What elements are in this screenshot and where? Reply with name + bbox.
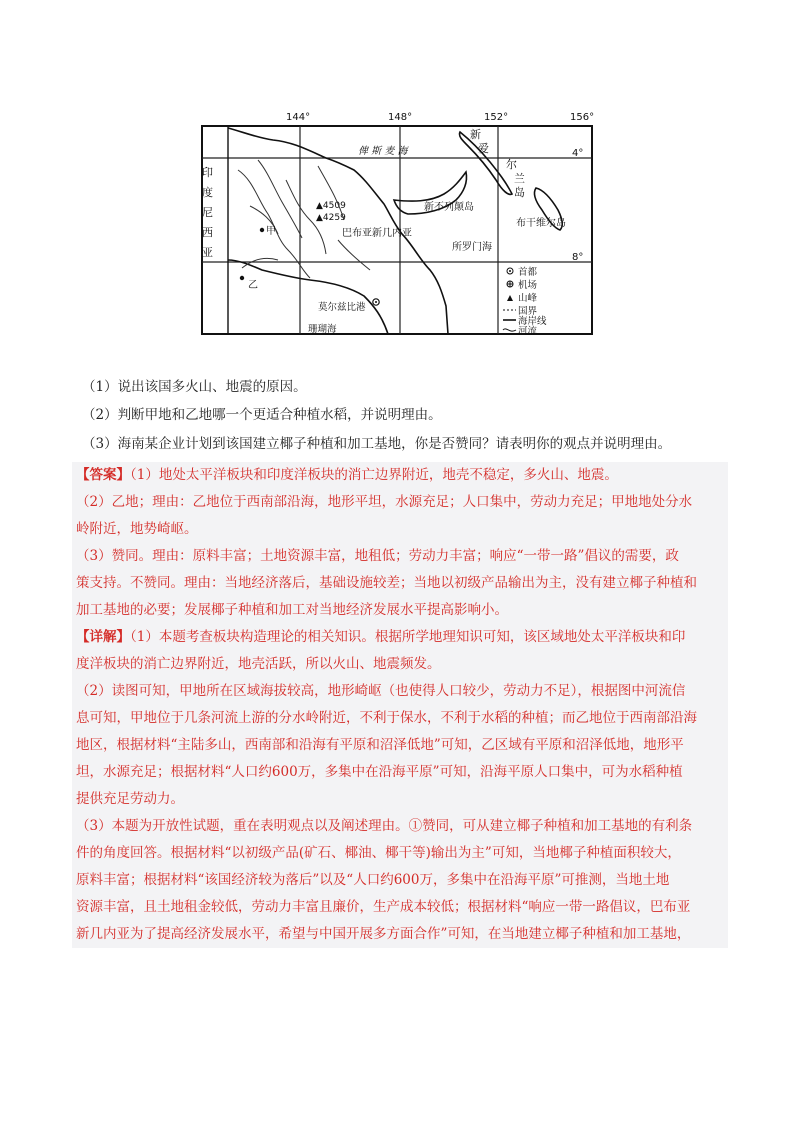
legend-airport: 机场: [518, 280, 538, 291]
lat-label: 4°: [572, 148, 584, 159]
detail-tag: 【详解】: [76, 629, 130, 645]
legend-peak: 山峰: [518, 293, 538, 304]
detail-line: 坦，水源充足；根据材料“人口约600万，多集中在沿海平原”可知，沿海平原人口集中，可为水稻种植: [76, 764, 683, 780]
question-3: （3）海南某企业计划到该国建立椰子种植和加工基地，你是否赞同？请表明你的观点并说明理由。: [82, 436, 672, 452]
yi-marker: [240, 276, 244, 280]
jia-marker: [260, 228, 264, 232]
detail-line: （3）本题为开放性试题，重在表明观点以及阐述理由。①赞同，可从建立椰子种植和加工基地的有利条: [76, 818, 693, 834]
peak-label: ▲4509: [316, 201, 346, 211]
answer-line: 岭附近，地势崎岖。: [76, 521, 198, 537]
new-ireland-label: 尔: [506, 158, 517, 171]
legend-border: 国界: [518, 306, 538, 317]
lat-label: 8°: [572, 252, 584, 263]
answer-line: （2）乙地；理由：乙地位于西南部沿海，地形平坦，水源充足；人口集中，劳动力充足；甲地地处分水: [76, 494, 693, 510]
new-ireland-label: 岛: [514, 186, 525, 199]
bismarck-sea-label: 俾 斯 麦 海: [358, 146, 408, 157]
detail-line: 资源丰富，且土地租金较低，劳动力丰富且廉价，生产成本较低；根据材料“响应一带一路倡议，巴布亚: [76, 899, 691, 915]
answer-line: 策支持。不赞同。理由：当地经济落后，基础设施较差；当地以初级产品输出为主，没有建立椰子种植和: [76, 575, 697, 591]
legend-capital: 首都: [518, 267, 538, 278]
rivers: [238, 160, 370, 278]
detail-line: （1）本题考查板块构造理论的相关知识。根据所学地理知识可知，该区域地处太平洋板块和印: [130, 629, 686, 645]
detail-line: 新几内亚为了提高经济发展水平，希望与中国开展多方面合作”可知，在当地建立椰子种植和加工基地，: [76, 926, 691, 942]
legend-river: 河流: [518, 326, 538, 337]
new-ireland-label: 新: [470, 128, 481, 141]
detail-line: 原料丰富；根据材料“该国经济较为落后”以及“人口约600万，多集中在沿海平原”可推测，当地土地: [76, 872, 670, 888]
lon-label: 156°: [570, 112, 595, 123]
yi-label: 乙: [248, 280, 258, 291]
solomon-sea-label: 所罗门海: [452, 242, 492, 253]
indonesia-label: 尼: [202, 206, 213, 219]
map-legend: [503, 266, 547, 337]
detail-line: 度洋板块的消亡边界附近，地壳活跃，所以火山、地震频发。: [76, 656, 441, 672]
answer-line: （3）赞同。理由：原料丰富；土地资源丰富，地租低；劳动力丰富；响应“一带一路”倡议的需要，政: [76, 548, 679, 564]
detail-line: 地区，根据材料“主陆多山，西南部和沿海有平原和沼泽低地”可知，乙区域有平原和沼泽低地，地形平: [76, 737, 684, 753]
map-figure: [198, 110, 598, 340]
indonesia-label: 西: [202, 226, 213, 239]
question-2: （2）判断甲地和乙地哪一个更适合种植水稻，并说明理由。: [82, 407, 442, 423]
answer-line: （1）地处太平洋板块和印度洋板块的消亡边界附近，地壳不稳定，多火山、地震。: [130, 467, 618, 483]
detail-line: 件的角度回答。根据材料“以初级产品(矿石、椰油、椰干等)输出为主”可知，当地椰子种植面积较大，: [76, 845, 681, 861]
papua-new-guinea-map: [198, 110, 598, 340]
detail-line: 提供充足劳动力。: [76, 791, 184, 807]
answer-block: [72, 462, 728, 948]
indonesia-label: 度: [202, 186, 213, 199]
new-britain-label: 新不列颠岛: [424, 202, 474, 213]
jia-label: 甲: [266, 226, 276, 237]
lon-label: 144°: [286, 112, 311, 123]
new-ireland-label: 兰: [514, 172, 525, 185]
answer-line: 加工基地的必要；发展椰子种植和加工对当地经济发展水平提高影响小。: [76, 602, 508, 618]
coral-sea-label: 珊瑚海: [308, 324, 337, 335]
country-label: 巴布亚新几内亚: [342, 228, 412, 239]
detail-line: （2）读图可知，甲地所在区域海拔较高，地形崎岖（也使得人口较少，劳动力不足），根据图中河流信: [76, 683, 686, 699]
lon-label: 152°: [484, 112, 509, 123]
port-moresby-label: 莫尔兹比港: [318, 302, 366, 313]
question-1: （1）说出该国多火山、地震的原因。: [82, 379, 307, 395]
bougainville-label: 布干维尔岛: [516, 218, 566, 229]
indonesia-label: 亚: [202, 246, 213, 259]
peak-label: ▲4259: [316, 213, 346, 223]
legend-coast: 海岸线: [518, 316, 547, 327]
detail-line: 息可知，甲地位于几条河流上游的分水岭附近，不利于保水，不利于水稻的种植；而乙地位于西南部沿海: [76, 710, 697, 726]
lon-label: 148°: [388, 112, 413, 123]
new-ireland-label: 爱: [478, 142, 489, 155]
answer-tag: 【答案】: [76, 467, 130, 483]
indonesia-label: 印: [202, 166, 213, 179]
